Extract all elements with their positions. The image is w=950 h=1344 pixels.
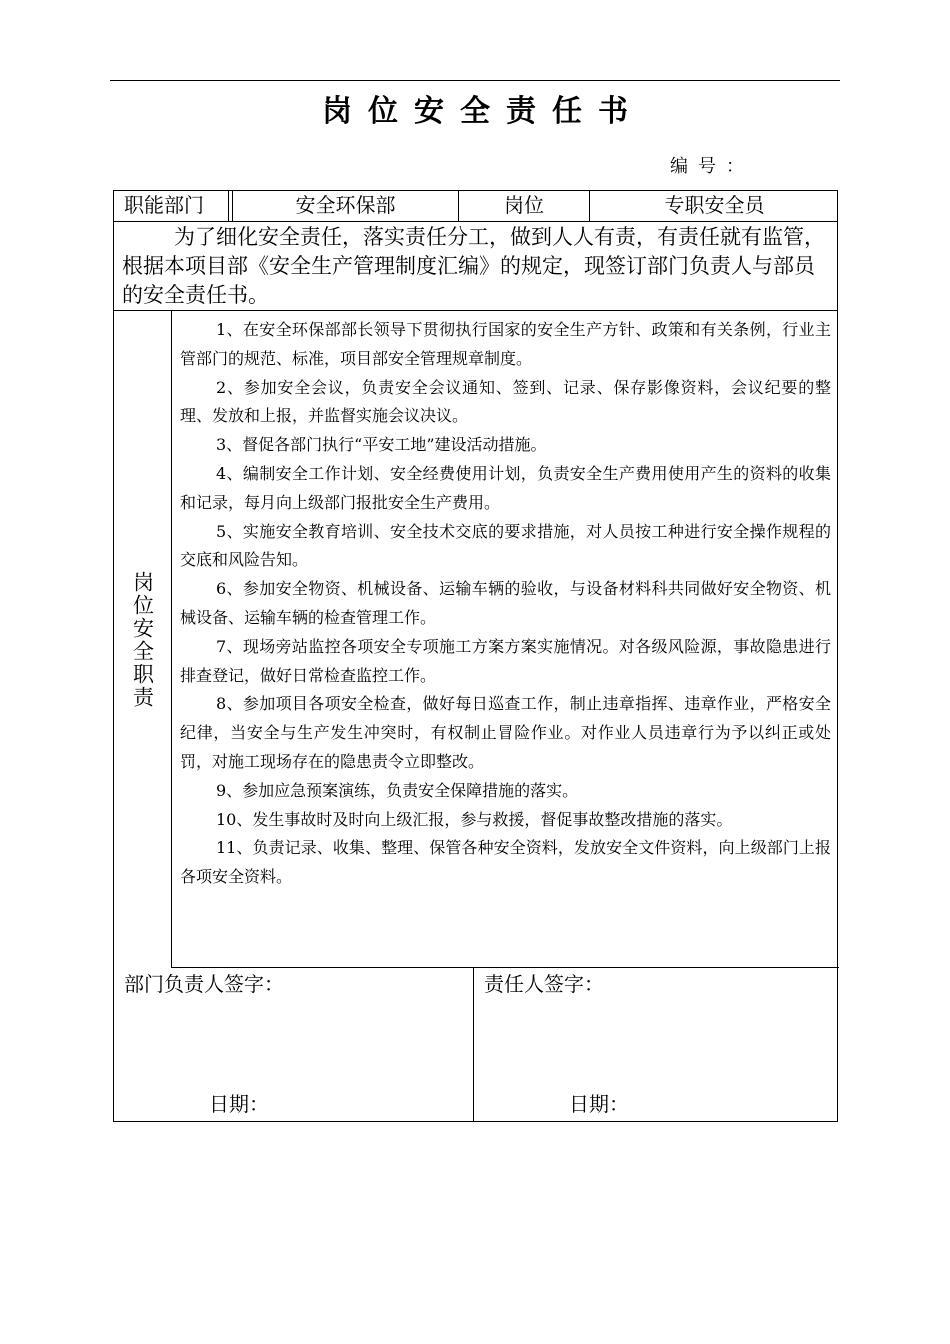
responsible-person-date-label: 日期： xyxy=(569,1092,629,1116)
top-rule xyxy=(110,80,840,81)
dept-head-date-label: 日期： xyxy=(209,1092,269,1116)
duty-item: 2、参加安全会议，负责安全会议通知、签到、记录、保存影像资料，会议纪要的整理、发放和上报，并监督实施会议决议。 xyxy=(180,377,831,426)
responsible-person-signature-label: 责任人签字： xyxy=(484,972,604,996)
duties-label-text: 岗位安全职责 xyxy=(130,570,155,709)
header-row xyxy=(114,191,837,222)
dept-value: 安全环保部 xyxy=(233,191,459,221)
responsible-person-signature-cell[interactable] xyxy=(474,968,837,1121)
post-label: 岗位 xyxy=(459,191,590,221)
dept-label: 职能部门 xyxy=(114,191,229,221)
intro-paragraph: 为了细化安全责任，落实责任分工，做到人人有责，有责任就有监管，根据本项目部《安全生产管理制度汇编》的规定，现签订部门负责人与部员的安全责任书。 xyxy=(114,221,837,311)
duties-label xyxy=(114,311,172,968)
document-title: 岗位安全责任书 xyxy=(322,94,644,129)
duty-item: 9、参加应急预案演练，负责安全保障措施的落实。 xyxy=(216,780,579,800)
dept-head-signature-label: 部门负责人签字： xyxy=(124,972,284,996)
document-number-label: 编号： xyxy=(670,156,754,177)
duty-item: 3、督促各部门执行“平安工地”建设活动措施。 xyxy=(216,435,547,455)
duty-item: 8、参加项目各项安全检查，做好每日巡查工作，制止违章指挥、违章作业，严格安全纪律，当安全与生产发生冲突时，有权制止冒险作业。对作业人员违章行为予以纠正或处罚，对施工现场存在的隐患责令立即整改。 xyxy=(180,694,831,771)
duty-item: 10、发生事故时及时向上级汇报，参与救援，督促事故整改措施的落实。 xyxy=(216,809,733,829)
duty-item: 4、编制安全工作计划、安全经费使用计划，负责安全生产费用使用产生的资料的收集和记录，每月向上级部门报批安全生产费用。 xyxy=(180,463,831,512)
responsibility-form xyxy=(113,190,838,1122)
duty-item: 5、实施安全教育培训、安全技术交底的要求措施，对人员按工种进行安全操作规程的交底和风险告知。 xyxy=(180,521,831,570)
dept-head-signature-cell[interactable] xyxy=(114,968,474,1121)
duty-item: 7、现场旁站监控各项安全专项施工方案方案实施情况。对各级风险源，事故隐患进行排查登记，做好日常检查监控工作。 xyxy=(180,636,831,685)
duty-item: 11、负责记录、收集、整理、保管各种安全资料，发放安全文件资料，向上级部门上报各项安全资料。 xyxy=(180,838,831,887)
post-value: 专职安全员 xyxy=(664,193,765,217)
duties-list xyxy=(172,311,839,968)
duty-item: 6、参加安全物资、机械设备、运输车辆的验收，与设备材料科共同做好安全物资、机械设备、运输车辆的检查管理工作。 xyxy=(180,579,831,627)
duty-item: 1、在安全环保部部长领导下贯彻执行国家的安全生产方针、政策和有关条例，行业主管部门的规范、标准，项目部安全管理规章制度。 xyxy=(180,320,831,368)
